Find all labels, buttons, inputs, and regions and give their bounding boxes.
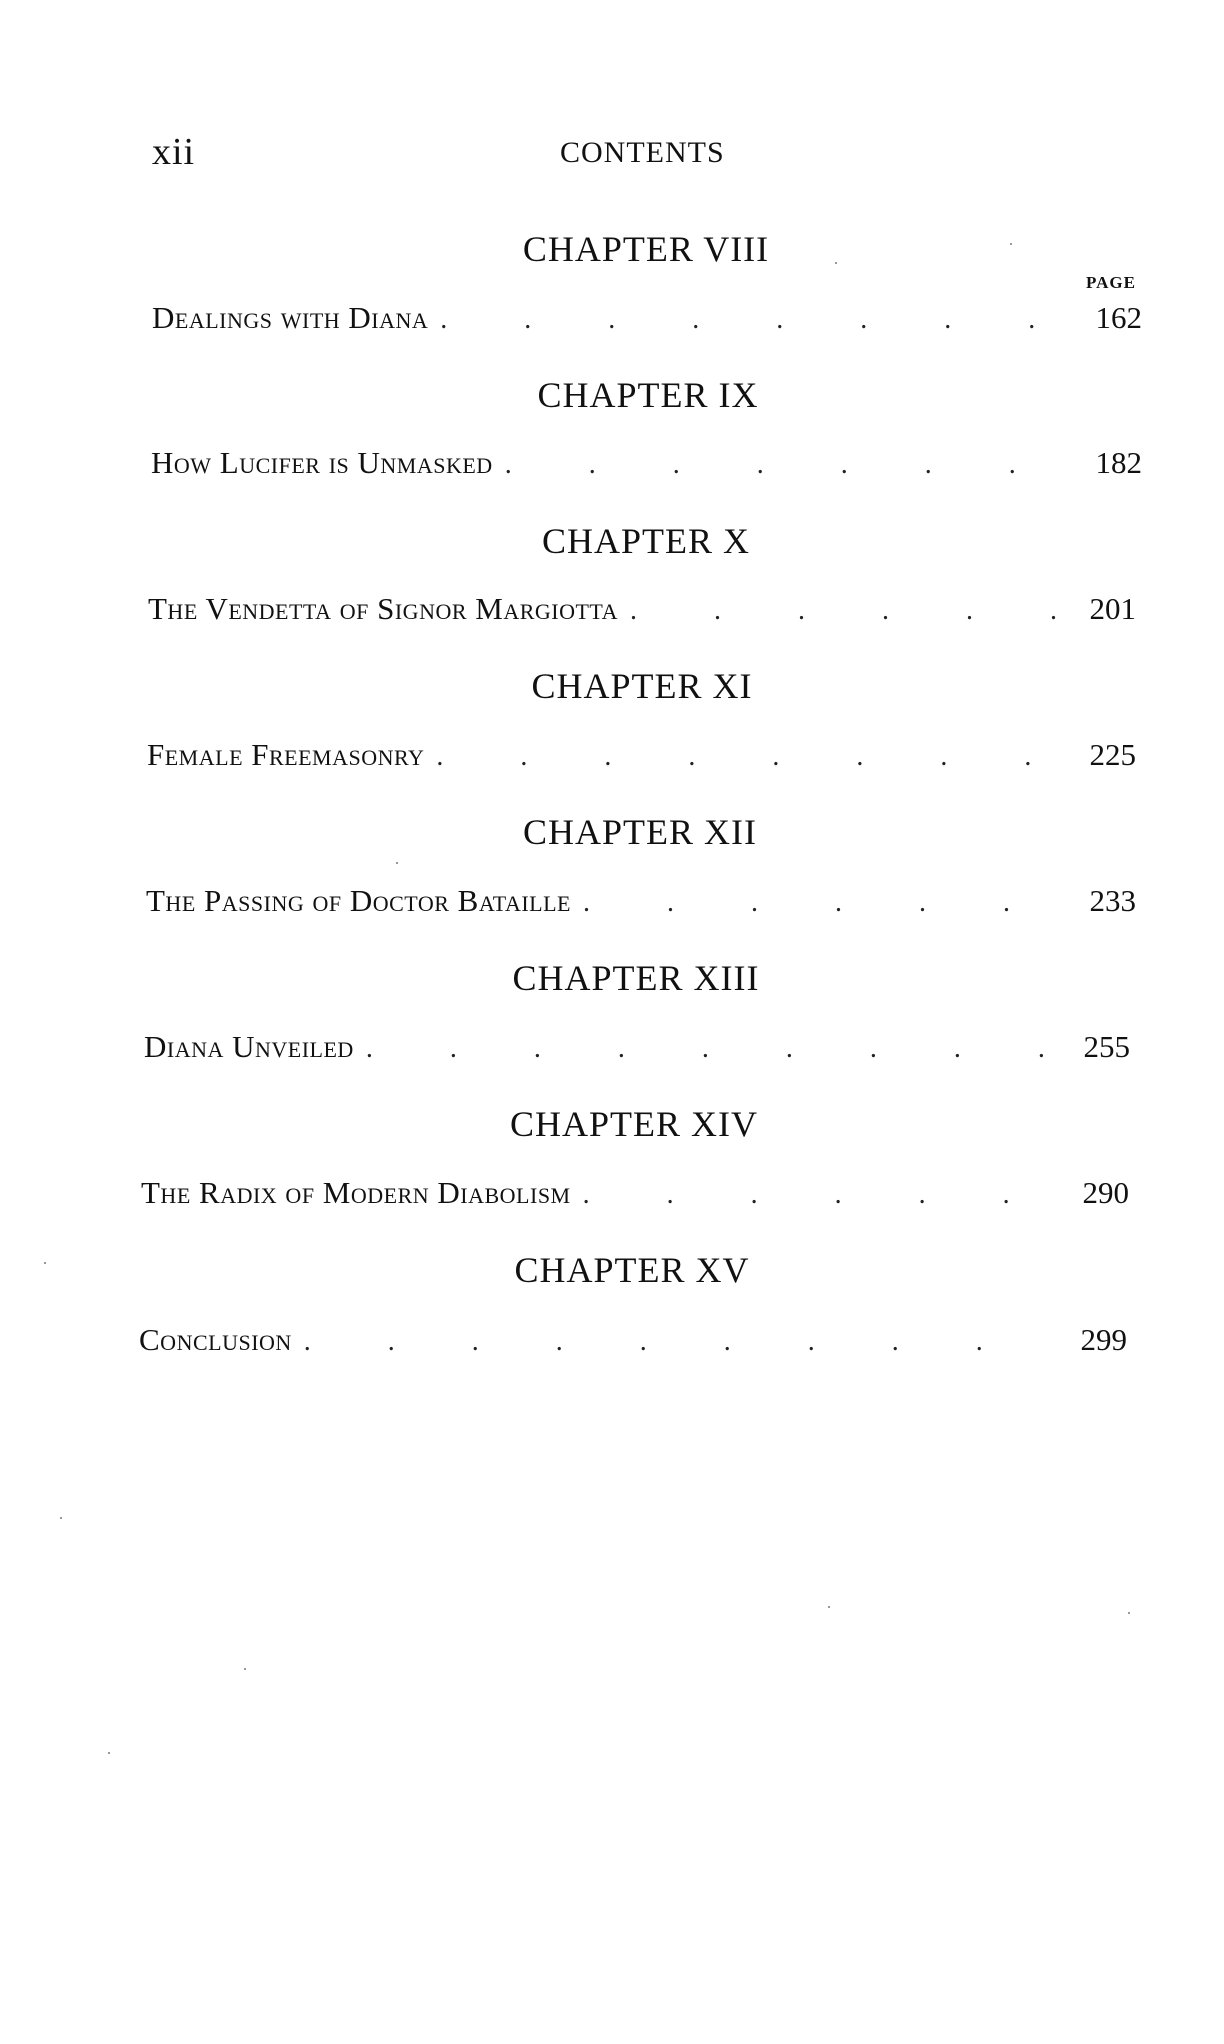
toc-entry[interactable] (139, 1322, 1127, 1362)
scan-speck (244, 1668, 246, 1670)
toc-entry-title: Conclusion (139, 1322, 292, 1357)
toc-entry[interactable] (141, 1175, 1129, 1215)
chapter-heading: CHAPTER IX (537, 375, 759, 415)
toc-entry[interactable] (151, 445, 1142, 485)
scan-speck (108, 1752, 110, 1754)
toc-entry-page: 201 (1089, 591, 1136, 626)
dot-leader (292, 1326, 1059, 1358)
toc-entry-page: 182 (1095, 445, 1142, 480)
toc-entry-title: Female Freemasonry (147, 737, 425, 772)
toc-entry-page: 225 (1089, 737, 1136, 772)
dot-leader (428, 304, 1074, 336)
page-column-label: PAGE (1086, 273, 1136, 292)
dot-leader (571, 887, 1068, 919)
chapter-heading: CHAPTER XII (523, 812, 757, 852)
chapter-heading: CHAPTER XIII (512, 958, 760, 998)
scan-speck (44, 1262, 46, 1264)
toc-entry-page: 233 (1089, 883, 1136, 918)
chapter-heading: CHAPTER X (541, 521, 751, 561)
page-folio: xii (152, 131, 196, 173)
toc-entry-page: 255 (1083, 1029, 1130, 1064)
chapter-heading: CHAPTER XV (514, 1250, 750, 1290)
scan-speck (1010, 243, 1012, 245)
scan-speck (835, 262, 837, 264)
chapter-heading: CHAPTER VIII (522, 229, 770, 269)
scan-speck (396, 862, 398, 864)
toc-entry[interactable] (152, 300, 1142, 340)
toc-entry-page: 162 (1095, 300, 1142, 335)
toc-entry[interactable] (147, 737, 1136, 777)
dot-leader (424, 741, 1068, 773)
toc-entry-title: Dealings with Diana (152, 300, 429, 335)
dot-leader (354, 1033, 1062, 1065)
toc-entry-page: 290 (1082, 1175, 1129, 1210)
scan-speck (1128, 1612, 1130, 1614)
dot-leader (571, 1179, 1061, 1211)
toc-entry[interactable] (148, 591, 1136, 631)
scan-speck (60, 1517, 62, 1519)
chapter-heading: CHAPTER XI (531, 666, 753, 706)
toc-entry-title: The Passing of Doctor Bataille (146, 883, 571, 918)
dot-leader (493, 449, 1074, 481)
dot-leader (618, 595, 1068, 627)
toc-entry-title: How Lucifer is Unmasked (151, 445, 493, 480)
toc-entry-title: The Vendetta of Signor Margiotta (148, 591, 619, 626)
scan-speck (828, 1606, 830, 1608)
toc-entry[interactable] (146, 883, 1136, 923)
toc-entry-title: Diana Unveiled (144, 1029, 354, 1064)
toc-entry-page: 299 (1080, 1322, 1127, 1357)
running-title: CONTENTS (560, 136, 725, 169)
chapter-heading: CHAPTER XIV (509, 1104, 758, 1144)
page-header (150, 130, 1150, 190)
toc-entry-title: The Radix of Modern Diabolism (141, 1175, 571, 1210)
toc-entry[interactable] (144, 1029, 1130, 1069)
